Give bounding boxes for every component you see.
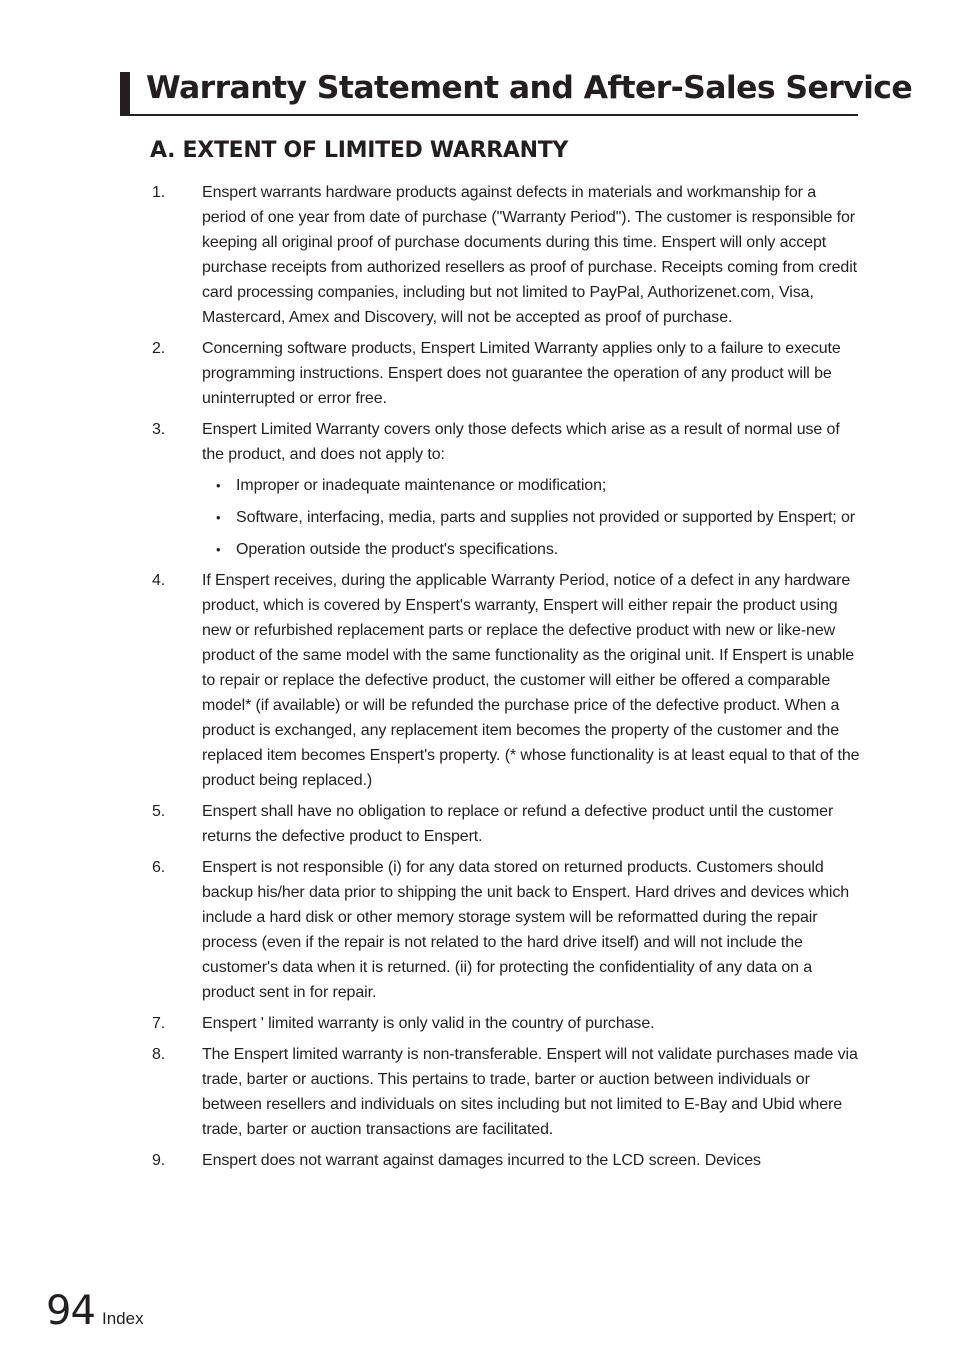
item-number: 8. [152,1046,166,1063]
page-number: 94 [46,1288,95,1334]
exclusion-text: Software, interfacing, media, parts and supplies not provided or supported by Enspert; or [236,509,856,526]
bullet-icon: • [216,510,221,525]
page-footer [46,1288,144,1334]
warranty-item-3 [150,417,860,562]
bullet-icon: • [216,542,221,557]
exclusion-item [202,537,860,562]
page-title: Warranty Statement and After-Sales Service [146,70,913,106]
warranty-item-8 [150,1042,860,1142]
item-text: Enspert shall have no obligation to replace or refund a defective product until the customer returns the defective product to Enspert. [202,803,834,845]
section-label: Index [102,1309,144,1328]
exclusion-text: Improper or inadequate maintenance or modification; [236,477,607,494]
warranty-item-5 [150,799,860,849]
item-number: 2. [152,340,166,357]
item-text: Enspert warrants hardware products against defects in materials and workmanship for a period of one year from date of purchase ("Warranty Period"). The customer is responsible for keeping all original proof of purchase documents during this time. Enspert will only accept purchase receipts from authorized resellers as proof of purchase. Receipts coming from credit card processing companies, including but not limited to PayPal, Authorizenet.com, Visa, Mastercard, Amex and Discovery, will not be accepted as proof of purchase. [202,184,857,326]
item-number: 4. [152,572,166,589]
warranty-item-2 [150,336,860,411]
item-text: If Enspert receives, during the applicable Warranty Period, notice of a defect in any hardware product, which is covered by Enspert's warranty, Enspert will either repair the product using new or refurbished replacement parts or replace the defective product with new or like-new product of the same model with the same functionality as the original unit. If Enspert is unable to repair or replace the defective product, the customer will either be offered a comparable model* (if available) or will be refunded the purchase price of the defective product. When a product is exchanged, any replacement item becomes the property of the customer and the replaced item becomes Enspert's property. (* whose functionality is at least equal to that of the product being replaced.) [202,572,860,789]
warranty-list [150,180,860,1179]
exclusion-item [202,473,860,498]
item-text: The Enspert limited warranty is non-transferable. Enspert will not validate purchases made via trade, barter or auctions. This pertains to trade, barter or auction between individuals or between resellers and individuals on sites including but not limited to E-Bay and Ubid where trade, barter or auction transactions are facilitated. [202,1046,858,1138]
item-number: 9. [152,1152,166,1169]
item-number: 7. [152,1015,166,1032]
item-text: Concerning software products, Enspert Limited Warranty applies only to a failure to execute programming instructions. Enspert does not guarantee the operation of any product will be uninterrupted or error free. [202,340,841,407]
item-number: 3. [152,421,166,438]
item-number: 6. [152,859,166,876]
warranty-item-9 [150,1148,860,1173]
bullet-icon: • [216,478,221,493]
item-text: Enspert Limited Warranty covers only those defects which arise as a result of normal use of the product, and does not apply to: [202,421,840,463]
item-text: Enspert does not warrant against damages incurred to the LCD screen. Devices [202,1152,761,1169]
item-number: 5. [152,803,166,820]
warranty-item-6 [150,855,860,1005]
warranty-item-1 [150,180,860,330]
item-number: 1. [152,184,166,201]
header-accent-bar [120,72,130,114]
page-header [120,70,913,116]
exclusion-text: Operation outside the product's specifications. [236,541,559,558]
warranty-item-7 [150,1011,860,1036]
warranty-item-4 [150,568,860,793]
exclusion-item [202,505,860,530]
item-text: Enspert is not responsible (i) for any data stored on returned products. Customers should backup his/her data prior to shipping the unit back to Enspert. Hard drives and devices which include a hard disk or other memory storage system will be reformatted during the repair process (even if the repair is not related to the hard drive itself) and will not include the customer's data when it is returned. (ii) for protecting the confidentiality of any data on a product sent in for repair. [202,859,850,1001]
exclusion-list [202,473,860,562]
item-text: Enspert ' limited warranty is only valid in the country of purchase. [202,1015,655,1032]
section-heading: A. EXTENT OF LIMITED WARRANTY [150,138,569,163]
